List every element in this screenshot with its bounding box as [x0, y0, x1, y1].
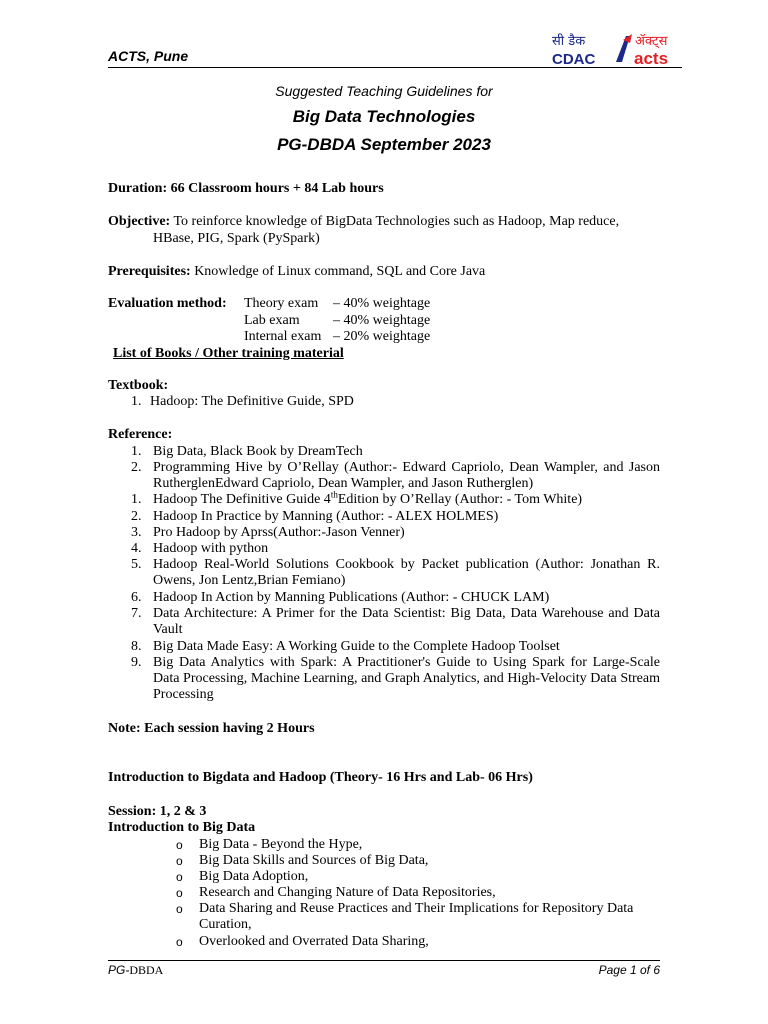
session-bullet: Big Data Skills and Sources of Big Data,: [199, 853, 429, 868]
objective: [108, 214, 619, 230]
bullet-icon: o: [176, 935, 183, 949]
logo-acts: acts: [634, 49, 669, 68]
eval-row-weight: – 40% weightage: [333, 296, 431, 311]
list-number: 2.: [131, 509, 142, 524]
eval-row-weight: – 40% weightage: [333, 313, 431, 328]
list-number: 8.: [131, 639, 142, 654]
reference-item: Hadoop with python: [153, 541, 269, 556]
bullet-icon: o: [176, 902, 183, 916]
duration: Duration: 66 Classroom hours + 84 Lab hours: [108, 181, 384, 196]
subtitle: Suggested Teaching Guidelines for: [275, 83, 493, 99]
reference-item-text-b: Edition by O’Rellay (Author: - Tom White): [337, 492, 583, 507]
session-bullet: Big Data Adoption,: [199, 869, 309, 884]
reference-item: Big Data Analytics with Spark: A Practitioner's Guide to Using Spark for Large-Scale Data Processing, Machine Learning, and Graph Analytics, and High-Velocity Data Stream Processing: [153, 655, 660, 702]
reference-item-text-a: Hadoop The Definitive Guide 4: [153, 492, 331, 507]
course-title: PG-DBDA September 2023: [277, 135, 491, 154]
reference-item: Data Architecture: A Primer for the Data Scientist: Big Data, Data Warehouse and Data Vault: [153, 606, 660, 637]
session-bullet: Research and Changing Nature of Data Repositories,: [199, 885, 496, 900]
reference-label: Reference:: [108, 427, 173, 442]
evaluation-label: Evaluation method:: [108, 296, 227, 311]
list-number: 9.: [131, 655, 142, 670]
header-org: ACTS, Pune: [108, 48, 189, 64]
logo-acts-hindi: ॲक्ट्स: [635, 34, 668, 49]
bullet-icon: o: [176, 854, 183, 868]
list-number: 5.: [131, 557, 142, 572]
reference-item-sup: th: [330, 489, 338, 500]
page-number: Page 1 of 6: [598, 963, 660, 977]
module-title: Introduction to Bigdata and Hadoop (Theory- 16 Hrs and Lab- 06 Hrs): [108, 770, 533, 785]
bullet-icon: o: [176, 886, 183, 900]
session-topic: Introduction to Big Data: [108, 820, 256, 835]
list-number: 6.: [131, 590, 142, 605]
reference-item: Hadoop Real-World Solutions Cookbook by Packet publication (Author: Jonathan R. Owens, Jon Lentz,Brian Femiano): [153, 557, 660, 588]
list-number: 3.: [131, 525, 142, 540]
cdac-acts-logo: [530, 30, 680, 68]
books-heading: List of Books / Other training material: [113, 346, 344, 361]
footer-left-suffix: DBDA: [129, 963, 164, 977]
textbook-item: Hadoop: The Definitive Guide, SPD: [150, 394, 354, 409]
reference-item: Big Data, Black Book by DreamTech: [153, 444, 363, 459]
eval-row-name: Internal exam: [244, 329, 322, 344]
logo-cdac-hindi: सी डैक: [552, 34, 586, 49]
prerequisites-label: Prerequisites:: [108, 264, 191, 279]
footer-rule: [108, 960, 660, 961]
prerequisites-text: Knowledge of Linux command, SQL and Core Java: [194, 264, 486, 279]
list-number: 2.: [131, 460, 142, 475]
bullet-icon: o: [176, 838, 183, 852]
objective-label: Objective:: [108, 214, 171, 229]
footer-left-prefix: PG-: [108, 963, 130, 977]
footer-left: [108, 963, 163, 978]
reference-item: Pro Hadoop by Aprss(Author:-Jason Venner): [153, 525, 405, 540]
reference-item: Big Data Made Easy: A Working Guide to the Complete Hadoop Toolset: [153, 639, 560, 654]
textbook-label: Textbook:: [108, 378, 169, 393]
session-bullet: Overlooked and Overrated Data Sharing,: [199, 934, 429, 949]
bullet-icon: o: [176, 870, 183, 884]
list-number: 4.: [131, 541, 142, 556]
reference-item: Hadoop In Action by Manning Publications (Author: - CHUCK LAM): [153, 590, 550, 605]
list-number: 1.: [131, 492, 142, 507]
objective-line2: HBase, PIG, Spark (PySpark): [153, 231, 320, 246]
reference-item: Hadoop In Practice by Manning (Author: - ALEX HOLMES): [153, 509, 499, 524]
reference-item: Programming Hive by O’Rellay (Author:- Edward Capriolo, Dean Wampler, and Jason RutherglenEdward Capriolo, Dean Wampler, and Jason Rutherglen): [153, 460, 660, 491]
list-number: 7.: [131, 606, 142, 621]
eval-row-name: Theory exam: [244, 296, 319, 311]
session-label: Session: 1, 2 & 3: [108, 804, 207, 819]
objective-line1: To reinforce knowledge of BigData Technologies such as Hadoop, Map reduce,: [173, 214, 620, 229]
eval-row-weight: – 20% weightage: [333, 329, 431, 344]
session-bullet: Big Data - Beyond the Hype,: [199, 837, 363, 852]
main-title: Big Data Technologies: [292, 107, 476, 126]
session-bullet: Data Sharing and Reuse Practices and Their Implications for Repository Data Curation,: [199, 901, 634, 932]
logo-cdac: CDAC: [552, 51, 596, 68]
eval-row-name: Lab exam: [244, 313, 300, 328]
list-number: 1.: [131, 394, 142, 409]
prerequisites: [108, 264, 485, 280]
note: Note: Each session having 2 Hours: [108, 721, 315, 736]
reference-item: [153, 489, 660, 508]
list-number: 1.: [131, 444, 142, 459]
